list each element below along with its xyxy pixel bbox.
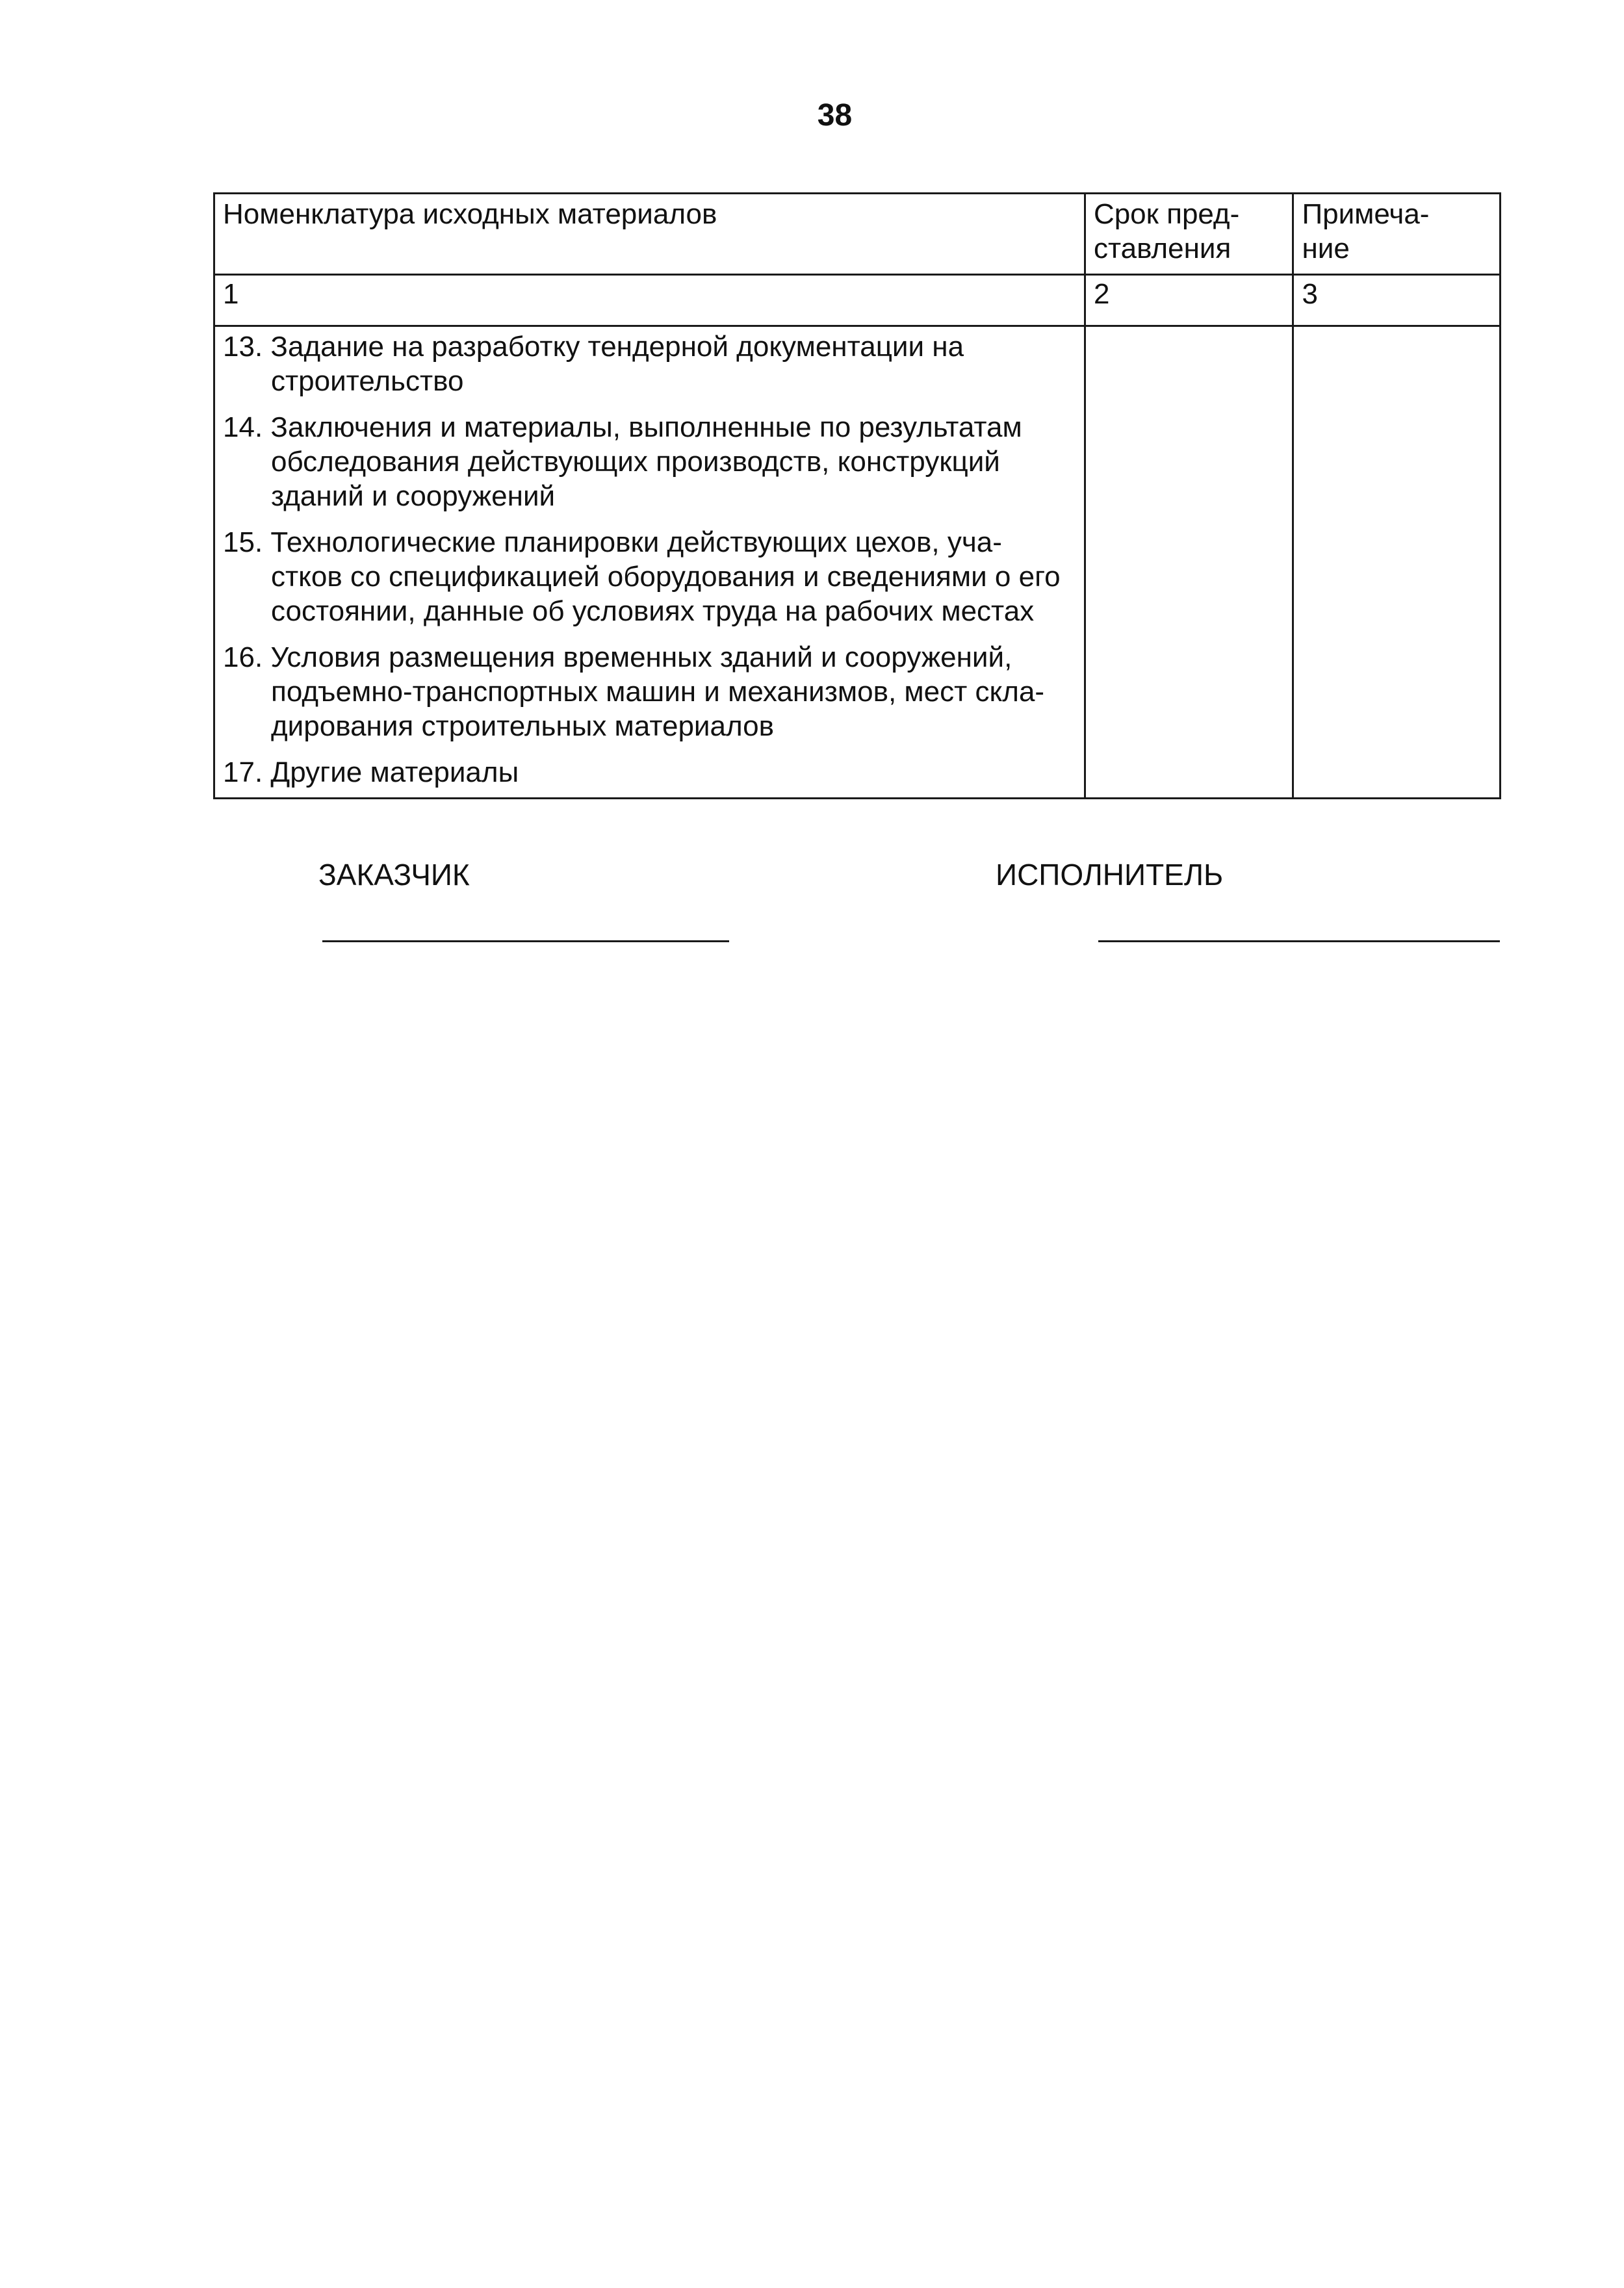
item-text: строительство bbox=[271, 365, 464, 397]
header-deadline bbox=[1085, 194, 1293, 275]
contractor-signature-line bbox=[1098, 940, 1500, 942]
item-text: подъемно-транспортных машин и механизмов, мест скла- bbox=[271, 676, 1045, 708]
item-number: 13. bbox=[223, 331, 263, 363]
table-row bbox=[214, 326, 1501, 799]
item-text: Задание на разработку тендерной документации на bbox=[270, 331, 964, 363]
item-text: состоянии, данные об условиях труда на рабочих местах bbox=[271, 595, 1035, 627]
item-text: стков со спецификацией оборудования и сведениями о его bbox=[271, 561, 1061, 593]
customer-label: ЗАКАЗЧИК bbox=[318, 858, 470, 892]
item-text: дирования строительных материалов bbox=[271, 710, 774, 742]
column-number-3: 3 bbox=[1293, 275, 1501, 326]
item-number: 16. bbox=[223, 641, 263, 673]
column-number-1: 1 bbox=[214, 275, 1085, 326]
item-text: Технологические планировки действующих цехов, уча- bbox=[270, 526, 1002, 558]
item-number: 15. bbox=[223, 526, 263, 558]
item-text: Заключения и материалы, выполненные по результатам bbox=[270, 411, 1022, 443]
item-text: Условия размещения временных зданий и сооружений, bbox=[270, 641, 1012, 673]
item-text: Другие материалы bbox=[270, 756, 519, 788]
header-deadline-line: ставления bbox=[1093, 233, 1231, 264]
header-nomenclature: Номенклатура исходных материалов bbox=[214, 194, 1085, 275]
list-item-14 bbox=[223, 410, 1076, 513]
item-text: зданий и сооружений bbox=[271, 480, 556, 512]
header-note-line: Примеча- bbox=[1302, 198, 1430, 230]
header-deadline-line: Срок пред- bbox=[1093, 198, 1240, 230]
table-header-row bbox=[214, 194, 1501, 275]
header-note-line: ние bbox=[1302, 233, 1350, 264]
deadline-cell bbox=[1085, 326, 1293, 799]
materials-list-cell bbox=[214, 326, 1085, 799]
column-number-2: 2 bbox=[1085, 275, 1293, 326]
item-number: 14. bbox=[223, 411, 263, 443]
list-item-16 bbox=[223, 640, 1076, 743]
contractor-label: ИСПОЛНИТЕЛЬ bbox=[996, 858, 1224, 892]
item-text: обследования действующих производств, конструкций bbox=[271, 446, 1000, 478]
note-cell bbox=[1293, 326, 1501, 799]
list-item-13 bbox=[223, 329, 1076, 398]
item-number: 17. bbox=[223, 756, 263, 788]
materials-table bbox=[213, 192, 1501, 799]
header-note bbox=[1293, 194, 1501, 275]
page-number: 38 bbox=[817, 98, 853, 133]
customer-signature-line bbox=[322, 940, 729, 942]
list-item-17 bbox=[223, 755, 1076, 790]
list-item-15 bbox=[223, 525, 1076, 628]
column-number-row bbox=[214, 275, 1501, 326]
